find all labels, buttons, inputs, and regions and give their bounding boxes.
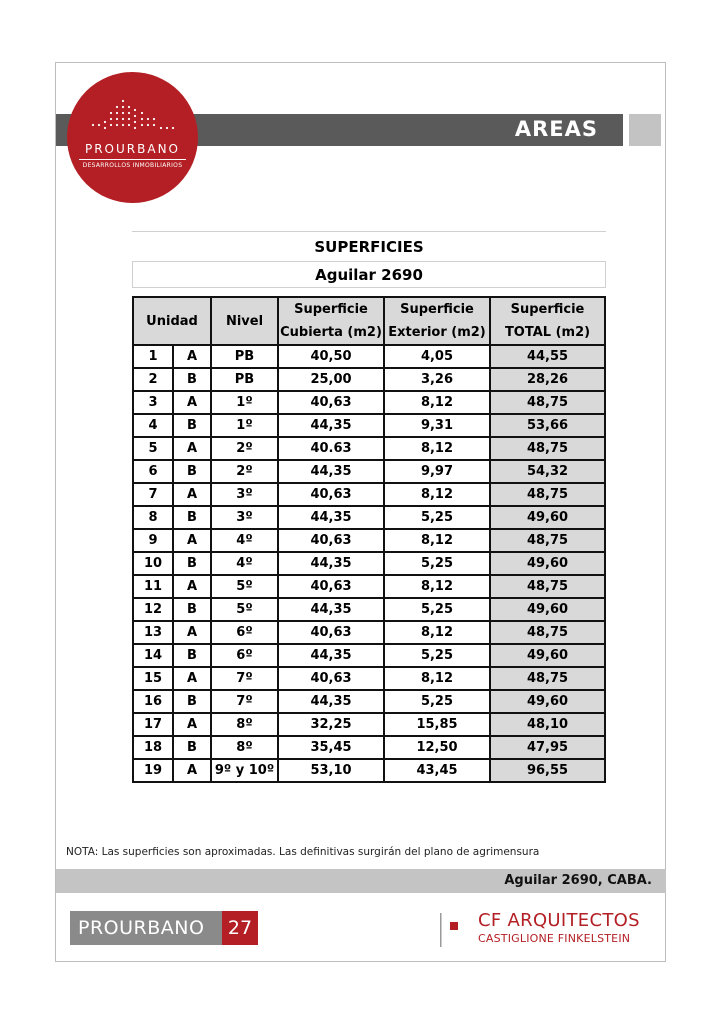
table-row <box>133 368 605 391</box>
unit-number-cell: 1 <box>133 345 173 368</box>
unit-number-cell: 7 <box>133 483 173 506</box>
covered-area-cell: 32,25 <box>278 713 384 736</box>
level-cell: PB <box>211 345 278 368</box>
covered-area-cell: 44,35 <box>278 598 384 621</box>
unit-number-cell: 12 <box>133 598 173 621</box>
table-row <box>133 598 605 621</box>
total-area-cell: 54,32 <box>490 460 605 483</box>
total-area-cell: 48,75 <box>490 437 605 460</box>
page-number-box <box>222 911 258 945</box>
level-cell: 3º <box>211 483 278 506</box>
table-row <box>133 506 605 529</box>
level-cell: 7º <box>211 667 278 690</box>
covered-area-cell: 44,35 <box>278 506 384 529</box>
unit-number-cell: 17 <box>133 713 173 736</box>
covered-area-cell: 40,63 <box>278 391 384 414</box>
covered-area-cell: 53,10 <box>278 759 384 782</box>
unit-letter-cell: B <box>173 506 211 529</box>
total-area-cell: 48,10 <box>490 713 605 736</box>
exterior-area-cell: 43,45 <box>384 759 490 782</box>
unit-number-cell: 9 <box>133 529 173 552</box>
logo-name: PROURBANO <box>84 142 180 156</box>
total-area-cell: 48,75 <box>490 483 605 506</box>
unit-letter-cell: B <box>173 598 211 621</box>
architect-subtitle: CASTIGLIONE FINKELSTEIN <box>478 932 631 945</box>
exterior-area-cell: 5,25 <box>384 690 490 713</box>
unit-number-cell: 2 <box>133 368 173 391</box>
col-header-cubierta-line1: Superficie <box>294 302 368 317</box>
covered-area-cell: 40.63 <box>278 437 384 460</box>
total-area-cell: 48,75 <box>490 391 605 414</box>
exterior-area-cell: 4,05 <box>384 345 490 368</box>
table-row <box>133 667 605 690</box>
total-area-cell: 48,75 <box>490 529 605 552</box>
table-row <box>133 345 605 368</box>
unit-number-cell: 5 <box>133 437 173 460</box>
unit-letter-cell: A <box>173 437 211 460</box>
level-cell: 6º <box>211 644 278 667</box>
section-title: AREAS <box>514 117 598 141</box>
exterior-area-cell: 8,12 <box>384 529 490 552</box>
prourbano-logo <box>67 72 198 203</box>
unit-letter-cell: B <box>173 552 211 575</box>
level-cell: 7º <box>211 690 278 713</box>
unit-number-cell: 15 <box>133 667 173 690</box>
exterior-area-cell: 5,25 <box>384 552 490 575</box>
exterior-area-cell: 9,97 <box>384 460 490 483</box>
total-area-cell: 49,60 <box>490 552 605 575</box>
covered-area-cell: 40,50 <box>278 345 384 368</box>
unit-number-cell: 11 <box>133 575 173 598</box>
unit-letter-cell: B <box>173 690 211 713</box>
skyline-dots-icon <box>90 98 176 132</box>
unit-number-cell: 16 <box>133 690 173 713</box>
level-cell: 1º <box>211 414 278 437</box>
total-area-cell: 53,66 <box>490 414 605 437</box>
unit-letter-cell: A <box>173 621 211 644</box>
level-cell: 4º <box>211 529 278 552</box>
table-row <box>133 759 605 782</box>
table-row <box>133 644 605 667</box>
total-area-cell: 48,75 <box>490 575 605 598</box>
unit-letter-cell: A <box>173 575 211 598</box>
table-title-block <box>132 231 606 288</box>
unit-number-cell: 13 <box>133 621 173 644</box>
col-header-total-line1: Superficie <box>510 302 585 317</box>
level-cell: 2º <box>211 437 278 460</box>
covered-area-cell: 40,63 <box>278 667 384 690</box>
table-row <box>133 552 605 575</box>
table-row <box>133 437 605 460</box>
unit-number-cell: 18 <box>133 736 173 759</box>
footer-address: Aguilar 2690, CABA. <box>504 873 652 888</box>
col-header-cubierta <box>278 297 384 345</box>
unit-letter-cell: A <box>173 713 211 736</box>
exterior-area-cell: 12,50 <box>384 736 490 759</box>
unit-letter-cell: A <box>173 391 211 414</box>
total-area-cell: 49,60 <box>490 644 605 667</box>
covered-area-cell: 40,63 <box>278 575 384 598</box>
covered-area-cell: 25,00 <box>278 368 384 391</box>
table-row <box>133 690 605 713</box>
col-header-nivel: Nivel <box>211 297 278 345</box>
unit-letter-cell: A <box>173 529 211 552</box>
total-area-cell: 28,26 <box>490 368 605 391</box>
level-cell: 9º y 10º <box>211 759 278 782</box>
exterior-area-cell: 5,25 <box>384 644 490 667</box>
unit-letter-cell: B <box>173 414 211 437</box>
table-row <box>133 414 605 437</box>
col-header-total <box>490 297 605 345</box>
level-cell: 5º <box>211 598 278 621</box>
col-header-total-line2: TOTAL (m2) <box>504 325 591 340</box>
total-area-cell: 44,55 <box>490 345 605 368</box>
total-area-cell: 48,75 <box>490 667 605 690</box>
exterior-area-cell: 8,12 <box>384 621 490 644</box>
table-header-row <box>133 297 605 345</box>
table-row <box>133 483 605 506</box>
level-cell: 5º <box>211 575 278 598</box>
unit-number-cell: 10 <box>133 552 173 575</box>
total-area-cell: 49,60 <box>490 690 605 713</box>
level-cell: 1º <box>211 391 278 414</box>
table-title: SUPERFICIES <box>132 231 606 261</box>
unit-letter-cell: B <box>173 644 211 667</box>
covered-area-cell: 44,35 <box>278 460 384 483</box>
total-area-cell: 96,55 <box>490 759 605 782</box>
table-row <box>133 575 605 598</box>
unit-letter-cell: A <box>173 667 211 690</box>
unit-letter-cell: B <box>173 736 211 759</box>
total-area-cell: 48,75 <box>490 621 605 644</box>
col-header-exterior-line1: Superficie <box>400 302 474 317</box>
total-area-cell: 47,95 <box>490 736 605 759</box>
table-row <box>133 713 605 736</box>
exterior-area-cell: 15,85 <box>384 713 490 736</box>
brand-name: PROURBANO <box>78 917 205 939</box>
exterior-area-cell: 8,12 <box>384 667 490 690</box>
covered-area-cell: 44,35 <box>278 690 384 713</box>
cf-arquitectos-logo-icon <box>439 913 465 947</box>
unit-letter-cell: A <box>173 345 211 368</box>
covered-area-cell: 40,63 <box>278 621 384 644</box>
table-row <box>133 529 605 552</box>
page-number: 27 <box>227 917 253 939</box>
col-header-unidad: Unidad <box>133 297 211 345</box>
level-cell: 6º <box>211 621 278 644</box>
unit-number-cell: 14 <box>133 644 173 667</box>
covered-area-cell: 40,63 <box>278 529 384 552</box>
table-body <box>133 345 605 782</box>
exterior-area-cell: 3,26 <box>384 368 490 391</box>
exterior-area-cell: 8,12 <box>384 483 490 506</box>
exterior-area-cell: 8,12 <box>384 437 490 460</box>
architect-title: CF ARQUITECTOS <box>478 910 640 931</box>
unit-number-cell: 19 <box>133 759 173 782</box>
level-cell: 3º <box>211 506 278 529</box>
covered-area-cell: 44,35 <box>278 552 384 575</box>
unit-letter-cell: B <box>173 460 211 483</box>
unit-letter-cell: B <box>173 368 211 391</box>
table-row <box>133 621 605 644</box>
exterior-area-cell: 5,25 <box>384 598 490 621</box>
level-cell: 8º <box>211 713 278 736</box>
col-header-exterior <box>384 297 490 345</box>
unit-number-cell: 8 <box>133 506 173 529</box>
unit-number-cell: 4 <box>133 414 173 437</box>
brand-box <box>70 911 222 945</box>
footnote: NOTA: Las superficies son aproximadas. Las definitivas surgirán del plano de agrimensura <box>66 846 540 858</box>
unit-letter-cell: A <box>173 759 211 782</box>
footer-band <box>56 869 666 893</box>
exterior-area-cell: 9,31 <box>384 414 490 437</box>
logo-subtitle: DESARROLLOS INMOBILIARIOS <box>82 162 183 169</box>
unit-letter-cell: A <box>173 483 211 506</box>
total-area-cell: 49,60 <box>490 506 605 529</box>
unit-number-cell: 6 <box>133 460 173 483</box>
col-header-cubierta-line2: Cubierta (m2) <box>280 325 382 340</box>
level-cell: PB <box>211 368 278 391</box>
table-row <box>133 736 605 759</box>
total-area-cell: 49,60 <box>490 598 605 621</box>
table-row <box>133 460 605 483</box>
exterior-area-cell: 8,12 <box>384 391 490 414</box>
covered-area-cell: 44,35 <box>278 414 384 437</box>
unit-number-cell: 3 <box>133 391 173 414</box>
covered-area-cell: 44,35 <box>278 644 384 667</box>
table-row <box>133 391 605 414</box>
level-cell: 8º <box>211 736 278 759</box>
covered-area-cell: 40,63 <box>278 483 384 506</box>
level-cell: 4º <box>211 552 278 575</box>
exterior-area-cell: 8,12 <box>384 575 490 598</box>
logo-divider <box>79 159 186 160</box>
covered-area-cell: 35,45 <box>278 736 384 759</box>
header-accent-square <box>629 114 661 146</box>
level-cell: 2º <box>211 460 278 483</box>
col-header-exterior-line2: Exterior (m2) <box>388 325 486 340</box>
surfaces-table <box>132 296 606 783</box>
table-subtitle: Aguilar 2690 <box>132 261 606 288</box>
exterior-area-cell: 5,25 <box>384 506 490 529</box>
